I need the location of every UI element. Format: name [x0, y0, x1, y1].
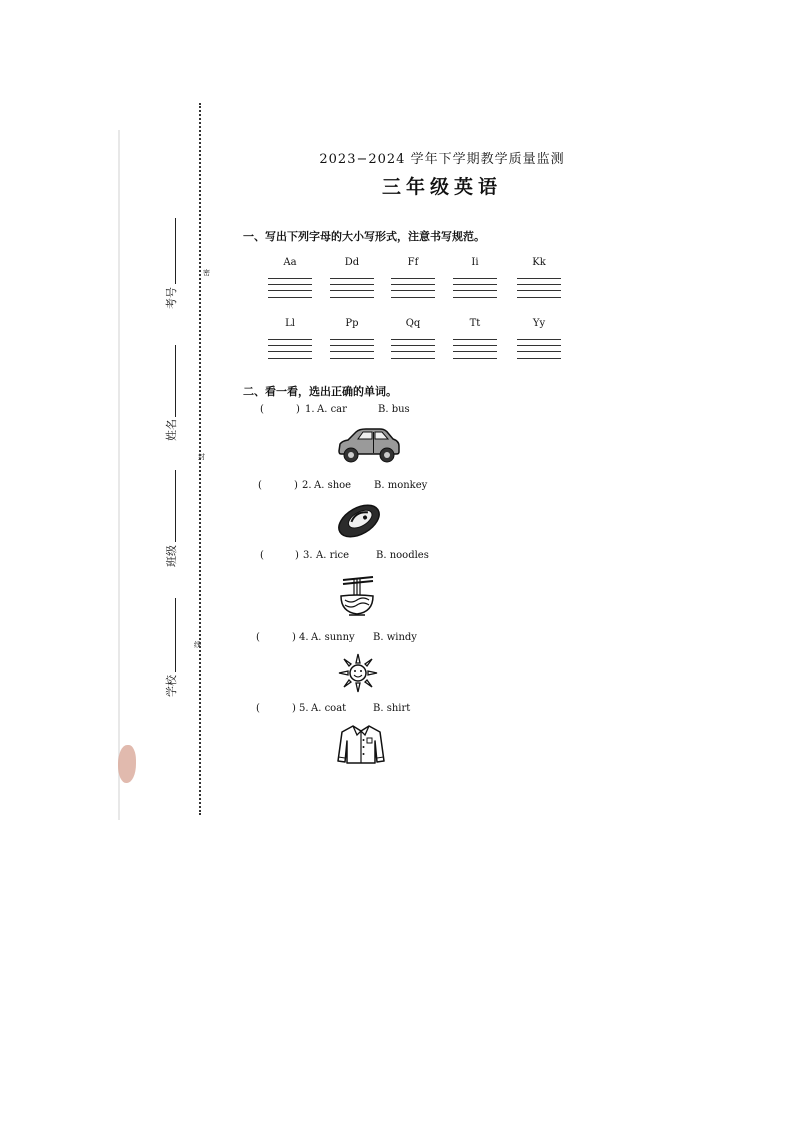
exam-subtitle: 三年级英语 — [381, 176, 502, 198]
option-b: B. shirt — [373, 703, 411, 714]
field-name-line — [175, 345, 176, 417]
answer-bracket-open[interactable]: ( — [260, 550, 264, 561]
field-school-label: 学校 — [165, 675, 178, 697]
scan-edge — [118, 130, 120, 820]
letter-label: Dd — [344, 257, 360, 268]
field-exam-number-label: 考号 — [165, 287, 178, 309]
answer-bracket-close[interactable]: ) — [294, 480, 298, 491]
answer-bracket-close[interactable]: ) — [292, 632, 296, 643]
section1-heading: 一、写出下列字母的大小写形式，注意书写规范。 — [243, 230, 485, 243]
letter-cell — [268, 257, 312, 298]
letter-label: Pp — [345, 318, 359, 329]
letter-cell — [453, 318, 497, 359]
car-icon — [336, 424, 402, 466]
exam-title: 2023−2024 学年下学期教学质量监测 — [319, 152, 565, 167]
seal-mark-feng: 封 — [198, 453, 205, 461]
option-b: B. bus — [378, 404, 410, 415]
question-number: 3. — [303, 550, 313, 561]
letter-label: Ll — [285, 318, 295, 329]
answer-bracket-close[interactable]: ) — [295, 550, 299, 561]
option-b: B. noodles — [376, 550, 429, 561]
letter-cell — [517, 318, 561, 359]
letter-label: Ii — [471, 257, 479, 268]
seal-line — [199, 103, 201, 815]
letter-cell — [517, 257, 561, 298]
answer-bracket-open[interactable]: ( — [256, 632, 260, 643]
letter-cell — [391, 318, 435, 359]
question-number: 4. — [299, 632, 309, 643]
noodles-icon — [337, 574, 377, 618]
shirt-icon — [336, 723, 386, 765]
field-school-line — [175, 598, 176, 672]
field-exam-number-line — [175, 218, 176, 284]
answer-bracket-open[interactable]: ( — [258, 480, 262, 491]
section2-heading: 二、看一看，选出正确的单词。 — [243, 385, 397, 398]
sun-icon — [338, 653, 378, 693]
writing-lines[interactable] — [268, 339, 312, 359]
answer-bracket-open[interactable]: ( — [260, 404, 264, 415]
option-a: A. rice — [316, 550, 350, 561]
field-name-label: 姓名 — [165, 419, 178, 441]
writing-lines[interactable] — [268, 278, 312, 298]
letter-label: Ff — [407, 257, 419, 268]
letter-label: Kk — [532, 257, 546, 268]
option-a: A. sunny — [311, 632, 355, 643]
answer-bracket-open[interactable]: ( — [256, 703, 260, 714]
writing-lines[interactable] — [391, 339, 435, 359]
answer-bracket-close[interactable]: ) — [292, 703, 296, 714]
letter-label: Qq — [405, 318, 421, 329]
writing-lines[interactable] — [330, 278, 374, 298]
question-number: 5. — [299, 703, 309, 714]
option-a: A. shoe — [314, 480, 352, 491]
letter-cell — [391, 257, 435, 298]
writing-lines[interactable] — [391, 278, 435, 298]
letter-label: Tt — [469, 318, 481, 329]
letter-cell — [330, 257, 374, 298]
question-number: 1. — [305, 404, 315, 415]
scan-smudge — [118, 745, 136, 783]
option-a: A. car — [317, 404, 347, 415]
letter-label: Aa — [283, 257, 297, 268]
seal-mark-mi: 密 — [203, 269, 210, 277]
option-b: B. monkey — [374, 480, 428, 491]
writing-lines[interactable] — [453, 339, 497, 359]
writing-lines[interactable] — [517, 278, 561, 298]
letter-label: Yy — [532, 318, 546, 329]
field-class-line — [175, 470, 176, 542]
letter-cell — [268, 318, 312, 359]
writing-lines[interactable] — [330, 339, 374, 359]
question-number: 2. — [302, 480, 312, 491]
seal-mark-xian: 线 — [194, 641, 201, 649]
letter-cell — [330, 318, 374, 359]
option-a: A. coat — [311, 703, 347, 714]
shoe-icon — [334, 499, 384, 543]
writing-lines[interactable] — [453, 278, 497, 298]
field-class-label: 班级 — [165, 545, 178, 567]
answer-bracket-close[interactable]: ) — [296, 404, 300, 415]
letter-cell — [453, 257, 497, 298]
option-b: B. windy — [373, 632, 417, 643]
writing-lines[interactable] — [517, 339, 561, 359]
